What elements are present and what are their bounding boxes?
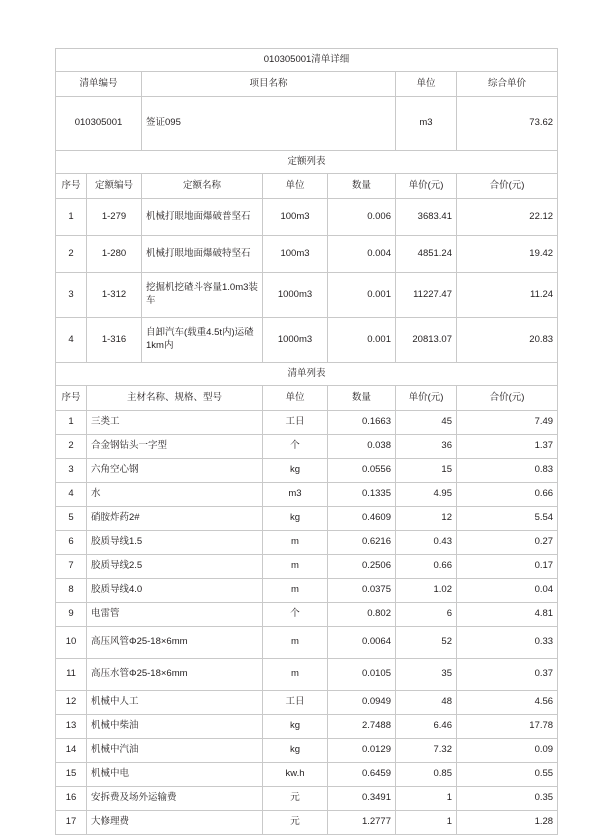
detail-table-body [56, 49, 558, 835]
bill-section-title: 清单列表 [56, 363, 558, 386]
quota-row-price: 4851.24 [396, 236, 457, 273]
quota-row-name: 机械打眼地面爆破普坚石 [142, 199, 263, 236]
quota-row-qty: 0.004 [328, 236, 396, 273]
bill-row-name: 六角空心钢 [87, 459, 263, 483]
quota-row-qty: 0.006 [328, 199, 396, 236]
bill-row-price: 6.46 [396, 715, 457, 739]
table-row [56, 763, 558, 787]
bill-header-name: 主材名称、规格、型号 [87, 386, 263, 411]
bill-row-name: 合金钢钻头一字型 [87, 435, 263, 459]
bill-row-total: 5.54 [457, 507, 558, 531]
bill-row-total: 0.55 [457, 763, 558, 787]
bill-row-qty: 0.0375 [328, 579, 396, 603]
bill-row-no: 11 [56, 659, 87, 691]
bill-row-total: 0.35 [457, 787, 558, 811]
bill-row-total: 4.56 [457, 691, 558, 715]
bill-header-no: 序号 [56, 386, 87, 411]
bill-row-name: 机械中汽油 [87, 739, 263, 763]
bill-row-price: 48 [396, 691, 457, 715]
table-row [56, 507, 558, 531]
table-row [56, 459, 558, 483]
quota-row-unit: 1000m3 [263, 273, 328, 318]
quota-row-code: 1-312 [87, 273, 142, 318]
bill-row-unit: 元 [263, 787, 328, 811]
bill-row-unit: 个 [263, 435, 328, 459]
bill-row-price: 15 [396, 459, 457, 483]
quota-section-title: 定额列表 [56, 151, 558, 174]
bill-row-unit: m [263, 659, 328, 691]
bill-row-unit: kg [263, 739, 328, 763]
bill-row-qty: 0.038 [328, 435, 396, 459]
bill-row-unit: kg [263, 715, 328, 739]
bill-row-unit: kw.h [263, 763, 328, 787]
bill-row-qty: 0.0105 [328, 659, 396, 691]
bill-row-price: 0.85 [396, 763, 457, 787]
quota-row-code: 1-316 [87, 318, 142, 363]
quota-header-no: 序号 [56, 174, 87, 199]
bill-row-no: 2 [56, 435, 87, 459]
quota-row-code: 1-280 [87, 236, 142, 273]
quota-row-qty: 0.001 [328, 273, 396, 318]
bill-row-no: 12 [56, 691, 87, 715]
bill-row-price: 0.66 [396, 555, 457, 579]
quota-row-total: 22.12 [457, 199, 558, 236]
table-row [56, 318, 558, 363]
table-row [56, 787, 558, 811]
summary-data-row [56, 97, 558, 151]
quota-row-price: 3683.41 [396, 199, 457, 236]
quota-row-total: 20.83 [457, 318, 558, 363]
table-row [56, 435, 558, 459]
table-row [56, 531, 558, 555]
bill-row-name: 机械中人工 [87, 691, 263, 715]
bill-row-price: 36 [396, 435, 457, 459]
bill-row-no: 17 [56, 811, 87, 835]
bill-row-qty: 0.2506 [328, 555, 396, 579]
quota-section-title-row [56, 151, 558, 174]
bill-header-row [56, 386, 558, 411]
table-row [56, 411, 558, 435]
quota-row-unit: 1000m3 [263, 318, 328, 363]
bill-row-no: 4 [56, 483, 87, 507]
document-title: 010305001清单详细 [56, 49, 558, 72]
bill-row-name: 水 [87, 483, 263, 507]
bill-row-total: 0.09 [457, 739, 558, 763]
quota-header-unit: 单位 [263, 174, 328, 199]
bill-row-price: 6 [396, 603, 457, 627]
table-row [56, 603, 558, 627]
bill-row-price: 45 [396, 411, 457, 435]
detail-table [55, 48, 558, 835]
bill-row-price: 52 [396, 627, 457, 659]
bill-row-name: 电雷管 [87, 603, 263, 627]
summary-header-unit: 单位 [396, 72, 457, 97]
bill-row-qty: 0.1663 [328, 411, 396, 435]
bill-row-unit: m [263, 531, 328, 555]
bill-row-total: 0.33 [457, 627, 558, 659]
bill-row-qty: 0.0064 [328, 627, 396, 659]
bill-row-total: 17.78 [457, 715, 558, 739]
bill-row-name: 机械中柴油 [87, 715, 263, 739]
summary-code: 010305001 [56, 97, 142, 151]
bill-header-unit: 单位 [263, 386, 328, 411]
bill-row-no: 10 [56, 627, 87, 659]
summary-header-row [56, 72, 558, 97]
bill-row-price: 4.95 [396, 483, 457, 507]
quota-row-no: 2 [56, 236, 87, 273]
bill-row-unit: m3 [263, 483, 328, 507]
summary-header-unit-price: 综合单价 [457, 72, 558, 97]
quota-row-no: 3 [56, 273, 87, 318]
quota-row-name: 机械打眼地面爆破特坚石 [142, 236, 263, 273]
quota-row-price: 20813.07 [396, 318, 457, 363]
bill-row-name: 机械中电 [87, 763, 263, 787]
bill-row-total: 1.28 [457, 811, 558, 835]
summary-name: 签证095 [142, 97, 396, 151]
bill-row-total: 4.81 [457, 603, 558, 627]
bill-row-unit: 元 [263, 811, 328, 835]
bill-row-total: 1.37 [457, 435, 558, 459]
table-row [56, 659, 558, 691]
bill-row-total: 0.83 [457, 459, 558, 483]
bill-header-qty: 数量 [328, 386, 396, 411]
table-row [56, 555, 558, 579]
table-row [56, 627, 558, 659]
table-row [56, 579, 558, 603]
quota-row-unit: 100m3 [263, 236, 328, 273]
bill-row-total: 7.49 [457, 411, 558, 435]
bill-row-qty: 0.3491 [328, 787, 396, 811]
bill-row-unit: 工日 [263, 691, 328, 715]
bill-row-total: 0.17 [457, 555, 558, 579]
bill-row-qty: 1.2777 [328, 811, 396, 835]
quota-row-unit: 100m3 [263, 199, 328, 236]
bill-row-no: 9 [56, 603, 87, 627]
table-row [56, 739, 558, 763]
bill-row-no: 1 [56, 411, 87, 435]
quota-row-no: 1 [56, 199, 87, 236]
bill-row-total: 0.66 [457, 483, 558, 507]
bill-row-name: 大修理费 [87, 811, 263, 835]
table-row [56, 199, 558, 236]
summary-unit-price: 73.62 [457, 97, 558, 151]
quota-row-total: 11.24 [457, 273, 558, 318]
bill-row-no: 7 [56, 555, 87, 579]
bill-row-price: 1 [396, 787, 457, 811]
detail-page [55, 48, 557, 835]
bill-row-name: 胶质导线2.5 [87, 555, 263, 579]
bill-row-name: 高压风管Φ25-18×6mm [87, 627, 263, 659]
bill-row-qty: 0.6216 [328, 531, 396, 555]
bill-row-unit: 工日 [263, 411, 328, 435]
bill-row-no: 8 [56, 579, 87, 603]
quota-row-price: 11227.47 [396, 273, 457, 318]
bill-section-title-row [56, 363, 558, 386]
bill-row-no: 15 [56, 763, 87, 787]
bill-row-name: 高压水管Φ25-18×6mm [87, 659, 263, 691]
bill-row-unit: kg [263, 459, 328, 483]
bill-row-no: 13 [56, 715, 87, 739]
bill-row-price: 1 [396, 811, 457, 835]
bill-row-qty: 0.802 [328, 603, 396, 627]
table-row [56, 691, 558, 715]
bill-row-qty: 2.7488 [328, 715, 396, 739]
quota-header-price: 单价(元) [396, 174, 457, 199]
bill-row-price: 1.02 [396, 579, 457, 603]
document-title-row [56, 49, 558, 72]
bill-row-unit: m [263, 627, 328, 659]
bill-row-total: 0.27 [457, 531, 558, 555]
summary-header-code: 清单编号 [56, 72, 142, 97]
bill-row-name: 三类工 [87, 411, 263, 435]
bill-row-name: 安拆费及场外运输费 [87, 787, 263, 811]
summary-unit: m3 [396, 97, 457, 151]
bill-header-price: 单价(元) [396, 386, 457, 411]
bill-row-price: 35 [396, 659, 457, 691]
bill-row-unit: m [263, 555, 328, 579]
bill-row-name: 胶质导线4.0 [87, 579, 263, 603]
summary-header-name: 项目名称 [142, 72, 396, 97]
bill-row-no: 6 [56, 531, 87, 555]
bill-row-no: 5 [56, 507, 87, 531]
quota-header-row [56, 174, 558, 199]
quota-row-total: 19.42 [457, 236, 558, 273]
bill-row-name: 硝胺炸药2# [87, 507, 263, 531]
bill-row-qty: 0.1335 [328, 483, 396, 507]
bill-row-no: 3 [56, 459, 87, 483]
quota-header-total: 合价(元) [457, 174, 558, 199]
bill-row-price: 0.43 [396, 531, 457, 555]
quota-row-name: 自卸汽车(载重4.5t内)运碴1km内 [142, 318, 263, 363]
bill-row-unit: 个 [263, 603, 328, 627]
bill-row-qty: 0.0556 [328, 459, 396, 483]
bill-row-qty: 0.0949 [328, 691, 396, 715]
quota-row-no: 4 [56, 318, 87, 363]
quota-row-code: 1-279 [87, 199, 142, 236]
bill-row-unit: m [263, 579, 328, 603]
bill-row-qty: 0.4609 [328, 507, 396, 531]
quota-row-qty: 0.001 [328, 318, 396, 363]
table-row [56, 715, 558, 739]
bill-header-total: 合价(元) [457, 386, 558, 411]
bill-row-total: 0.04 [457, 579, 558, 603]
table-row [56, 811, 558, 835]
table-row [56, 273, 558, 318]
quota-header-qty: 数量 [328, 174, 396, 199]
bill-row-unit: kg [263, 507, 328, 531]
bill-row-qty: 0.6459 [328, 763, 396, 787]
bill-row-total: 0.37 [457, 659, 558, 691]
bill-row-price: 7.32 [396, 739, 457, 763]
quota-header-name: 定额名称 [142, 174, 263, 199]
table-row [56, 483, 558, 507]
bill-row-name: 胶质导线1.5 [87, 531, 263, 555]
bill-row-no: 14 [56, 739, 87, 763]
quota-header-code: 定额编号 [87, 174, 142, 199]
table-row [56, 236, 558, 273]
bill-row-qty: 0.0129 [328, 739, 396, 763]
quota-row-name: 挖掘机挖碴斗容量1.0m3装车 [142, 273, 263, 318]
bill-row-price: 12 [396, 507, 457, 531]
bill-row-no: 16 [56, 787, 87, 811]
